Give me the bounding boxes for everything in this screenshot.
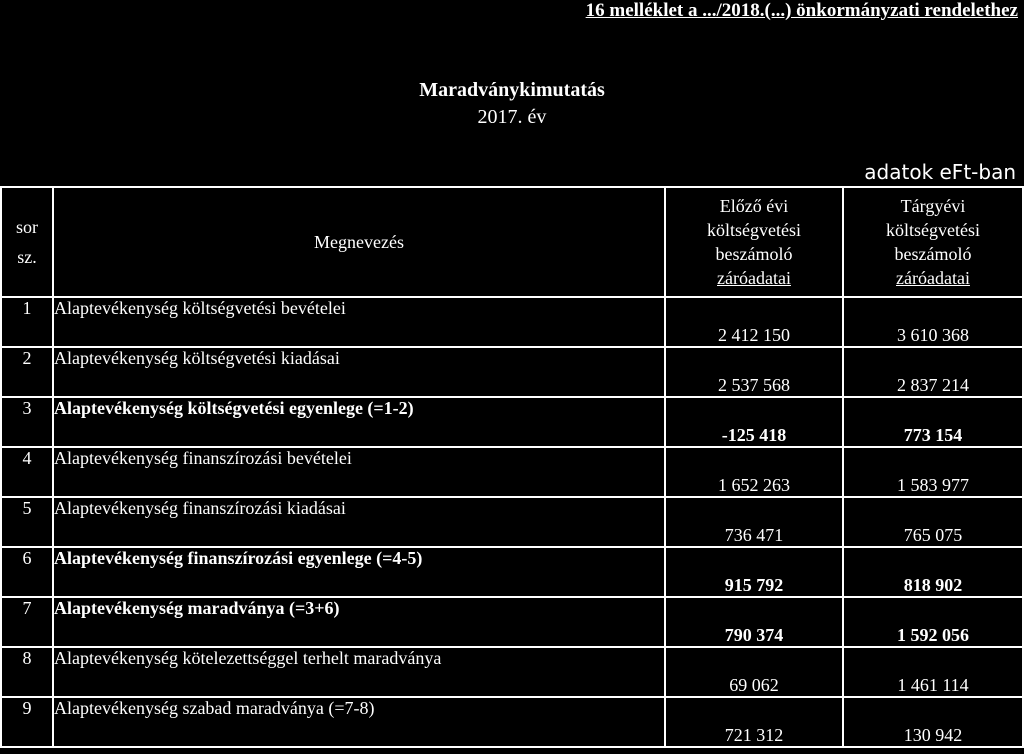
table-row xyxy=(1,647,1023,697)
header-row-number-line1: sor xyxy=(16,217,38,237)
row-previous-value: 915 792 xyxy=(665,547,843,597)
table-row xyxy=(1,397,1023,447)
row-number: 2 xyxy=(1,347,53,397)
row-name: Alaptevékenység maradványa (=3+6) xyxy=(53,597,665,647)
row-number: 8 xyxy=(1,647,53,697)
row-number: 7 xyxy=(1,597,53,647)
row-name: Alaptevékenység szabad maradványa (=7-8) xyxy=(53,697,665,747)
document-year: 2017. év xyxy=(477,106,547,128)
row-name: Alaptevékenység költségvetési bevételei xyxy=(53,297,665,347)
row-current-value: 773 154 xyxy=(843,397,1023,447)
row-number: 3 xyxy=(1,397,53,447)
row-previous-value: 790 374 xyxy=(665,597,843,647)
header-row-number-line2: sz. xyxy=(17,247,37,267)
annex-reference: 16 melléklet a .../2018.(...) önkormányzati rendelethez xyxy=(585,0,1018,21)
header-name: Megnevezés xyxy=(53,187,665,297)
header-previous-year xyxy=(665,187,843,297)
row-name: Alaptevékenység költségvetési kiadásai xyxy=(53,347,665,397)
row-name: Alaptevékenység kötelezettséggel terhelt maradványa xyxy=(53,647,665,697)
row-number: 5 xyxy=(1,497,53,547)
header-cur-line2: költségvetési xyxy=(886,220,980,240)
unit-note: adatok eFt-ban xyxy=(864,160,1016,184)
header-row-number xyxy=(1,187,53,297)
row-name: Alaptevékenység finanszírozási bevételei xyxy=(53,447,665,497)
row-previous-value: 721 312 xyxy=(665,697,843,747)
table-row xyxy=(1,447,1023,497)
header-prev-line2: költségvetési xyxy=(707,220,801,240)
table-row xyxy=(1,347,1023,397)
row-previous-value: 2 412 150 xyxy=(665,297,843,347)
row-current-value: 1 583 977 xyxy=(843,447,1023,497)
row-previous-value: 736 471 xyxy=(665,497,843,547)
table-header-row xyxy=(1,187,1023,297)
header-cur-line1: Tárgyévi xyxy=(900,196,966,216)
document-title: Maradványkimutatás xyxy=(419,79,605,101)
row-previous-value: -125 418 xyxy=(665,397,843,447)
row-current-value: 765 075 xyxy=(843,497,1023,547)
header-prev-line1: Előző évi xyxy=(719,196,789,216)
table-row xyxy=(1,497,1023,547)
row-current-value: 2 837 214 xyxy=(843,347,1023,397)
row-number: 1 xyxy=(1,297,53,347)
row-number: 6 xyxy=(1,547,53,597)
row-current-value: 818 902 xyxy=(843,547,1023,597)
header-current-year xyxy=(843,187,1023,297)
table-row xyxy=(1,547,1023,597)
row-previous-value: 69 062 xyxy=(665,647,843,697)
header-prev-line3: beszámoló xyxy=(715,244,793,264)
row-number: 9 xyxy=(1,697,53,747)
row-name: Alaptevékenység finanszírozási kiadásai xyxy=(53,497,665,547)
table-row xyxy=(1,697,1023,747)
row-previous-value: 1 652 263 xyxy=(665,447,843,497)
header-prev-line4: záróadatai xyxy=(717,268,791,288)
row-current-value: 1 592 056 xyxy=(843,597,1023,647)
row-name: Alaptevékenység költségvetési egyenlege (=1-2) xyxy=(53,397,665,447)
row-current-value: 1 461 114 xyxy=(843,647,1023,697)
row-number: 4 xyxy=(1,447,53,497)
row-current-value: 130 942 xyxy=(843,697,1023,747)
row-name: Alaptevékenység finanszírozási egyenlege (=4-5) xyxy=(53,547,665,597)
residual-table xyxy=(0,186,1024,748)
table-row xyxy=(1,297,1023,347)
header-cur-line3: beszámoló xyxy=(894,244,972,264)
row-previous-value: 2 537 568 xyxy=(665,347,843,397)
table-row xyxy=(1,597,1023,647)
header-cur-line4: záróadatai xyxy=(896,268,970,288)
row-current-value: 3 610 368 xyxy=(843,297,1023,347)
